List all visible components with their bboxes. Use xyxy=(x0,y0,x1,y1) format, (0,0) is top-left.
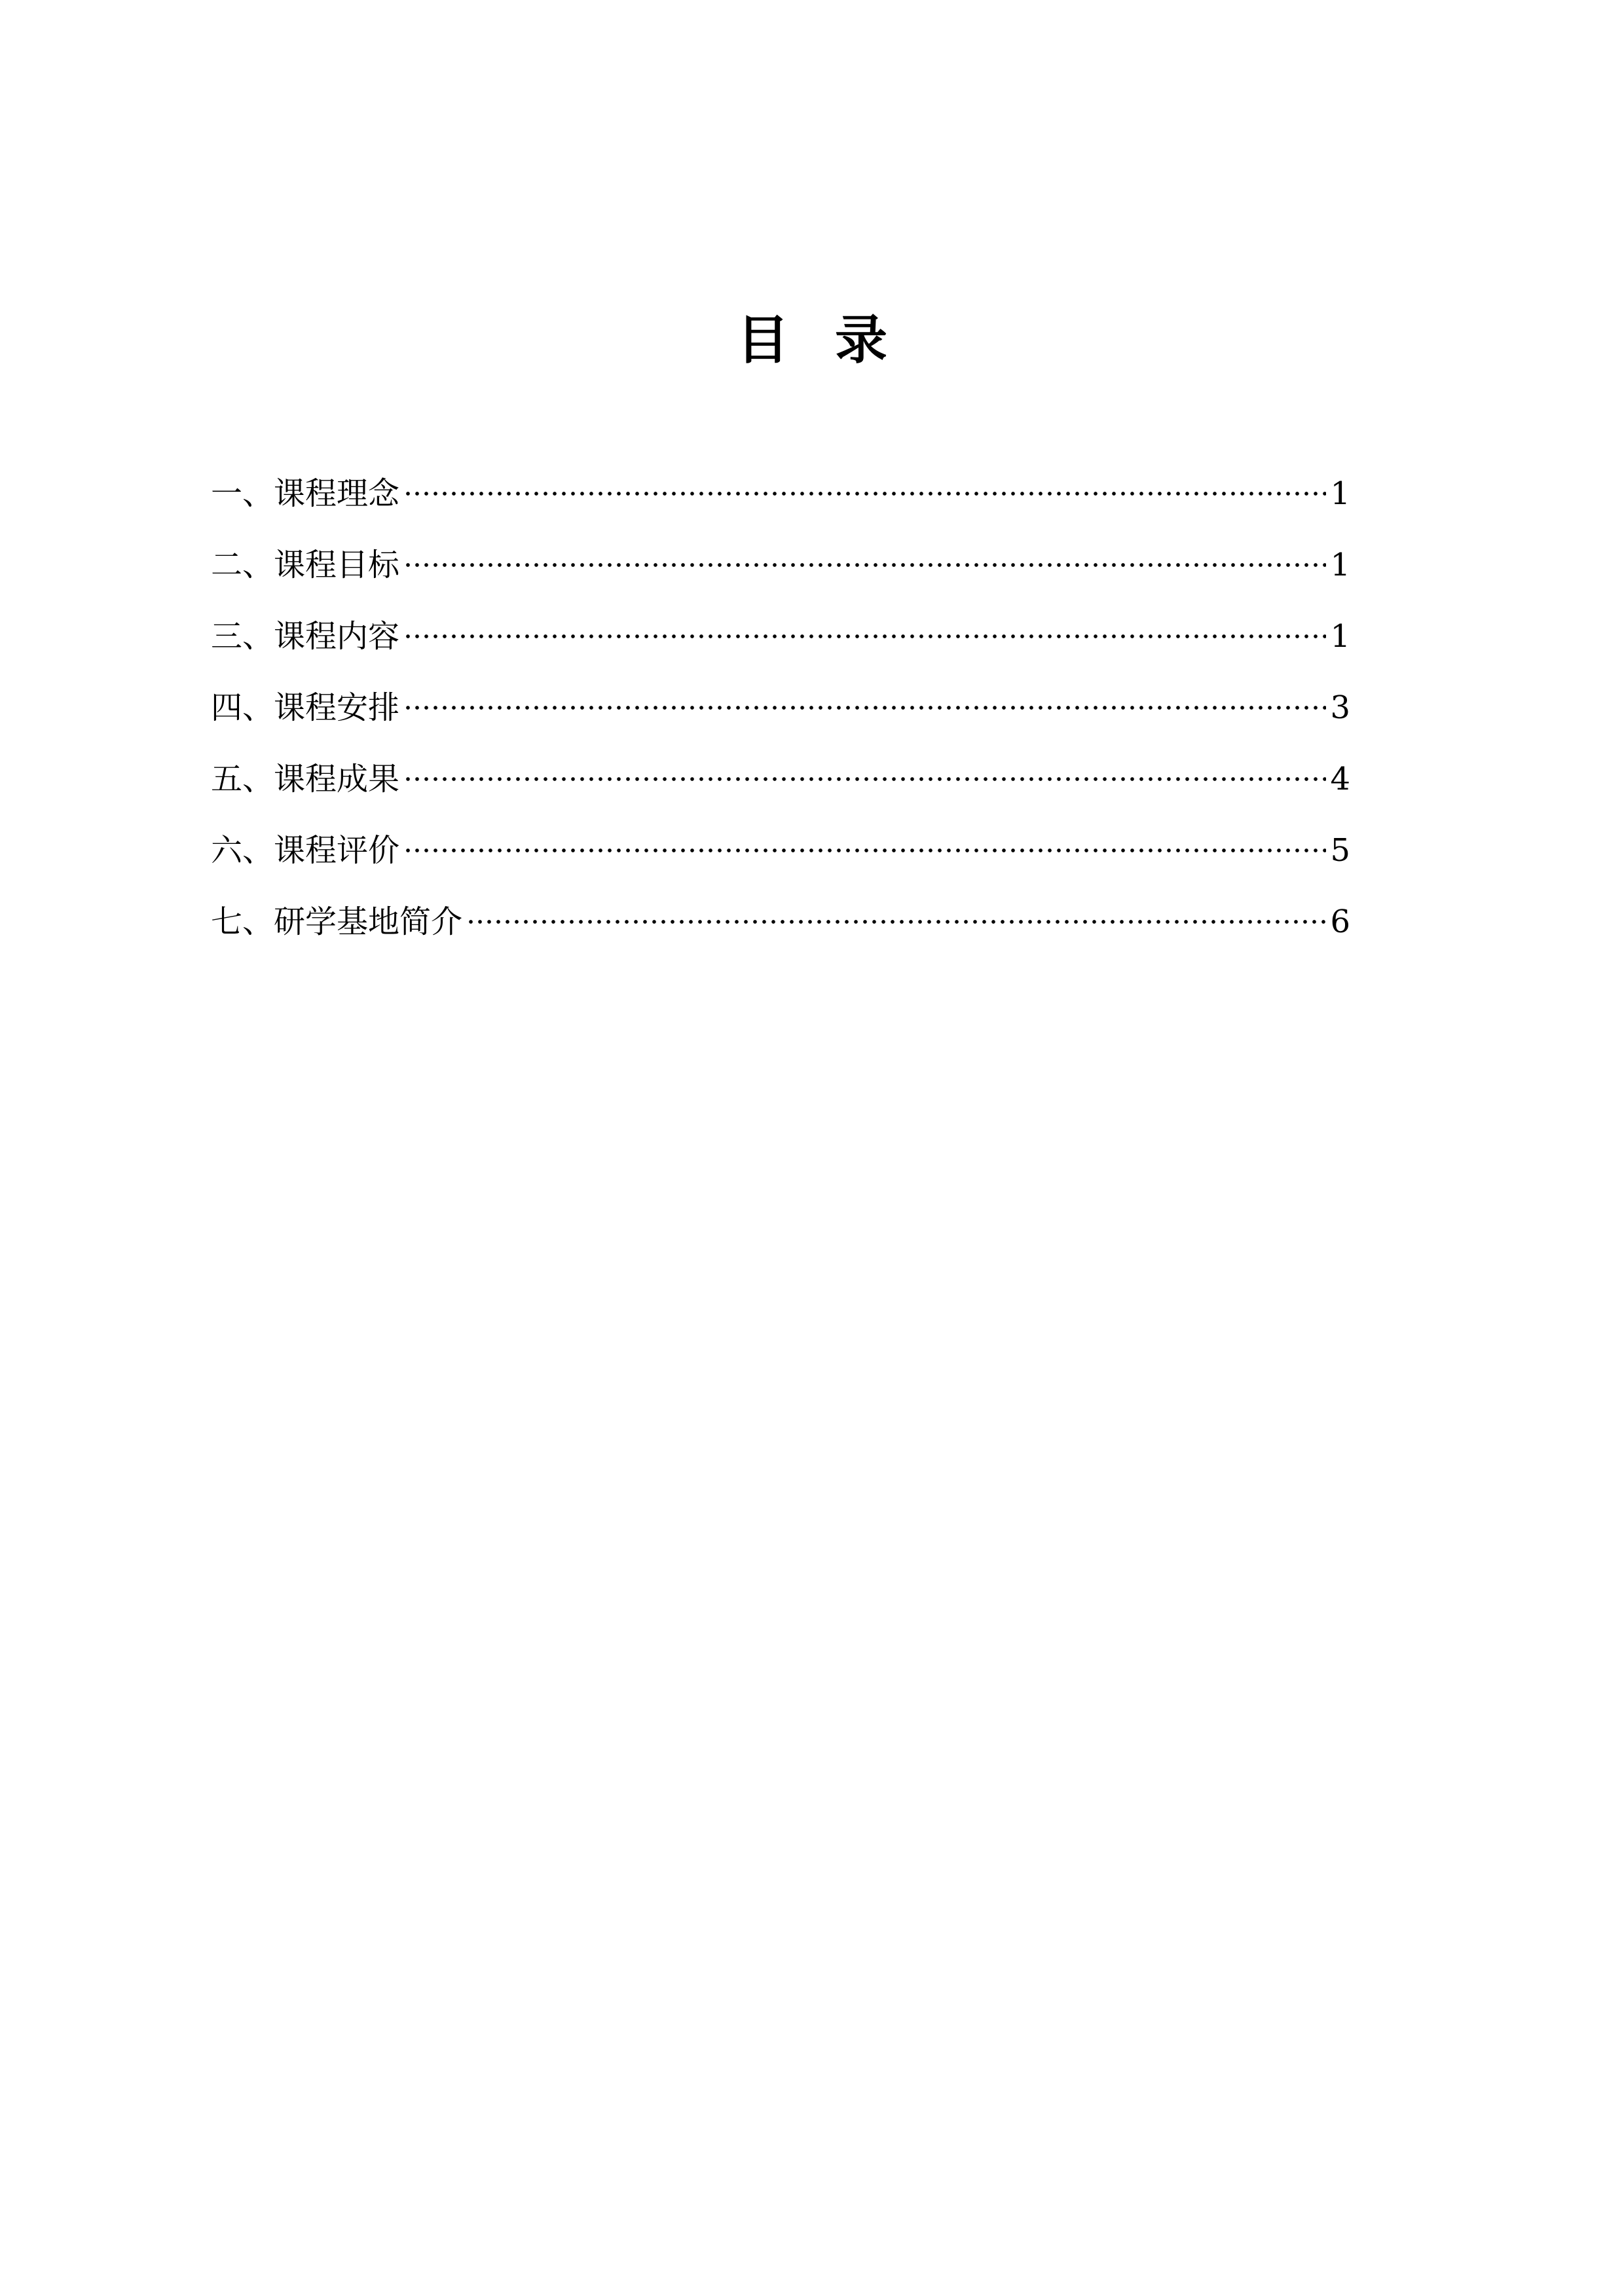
toc-entry-page-number: 1 xyxy=(1330,618,1350,655)
toc-list xyxy=(211,458,1350,958)
toc-entry-page-number: 5 xyxy=(1330,832,1350,869)
toc-dot-leader xyxy=(403,561,1326,569)
toc-dot-leader xyxy=(403,847,1326,854)
toc-entry-page-number: 3 xyxy=(1330,689,1350,726)
toc-entry-page-number: 4 xyxy=(1330,761,1350,797)
toc-entry-label: 二、课程目标 xyxy=(211,547,400,583)
toc-entry-label: 三、课程内容 xyxy=(211,618,400,655)
toc-entry-5[interactable] xyxy=(211,744,1350,815)
toc-entry-label: 六、课程评价 xyxy=(211,832,400,869)
toc-dot-leader xyxy=(403,775,1326,783)
toc-dot-leader xyxy=(403,704,1326,712)
toc-entry-label: 一、课程理念 xyxy=(211,475,400,512)
toc-entry-page-number: 1 xyxy=(1330,547,1350,583)
toc-entry-3[interactable] xyxy=(211,601,1350,672)
toc-title-char-1: 目 xyxy=(737,310,789,371)
toc-entry-1[interactable] xyxy=(211,458,1350,530)
toc-title xyxy=(0,308,1624,373)
toc-entry-7[interactable] xyxy=(211,886,1350,958)
toc-dot-leader xyxy=(466,918,1326,926)
toc-title-char-2: 录 xyxy=(835,310,887,371)
toc-dot-leader xyxy=(403,490,1326,498)
toc-entry-4[interactable] xyxy=(211,672,1350,744)
toc-entry-label: 五、课程成果 xyxy=(211,761,400,797)
toc-entry-label: 四、课程安排 xyxy=(211,689,400,726)
toc-entry-2[interactable] xyxy=(211,530,1350,601)
toc-dot-leader xyxy=(403,632,1326,640)
toc-entry-6[interactable] xyxy=(211,815,1350,886)
toc-entry-page-number: 6 xyxy=(1330,903,1350,940)
toc-entry-page-number: 1 xyxy=(1330,475,1350,512)
toc-entry-label: 七、研学基地简介 xyxy=(211,903,463,940)
